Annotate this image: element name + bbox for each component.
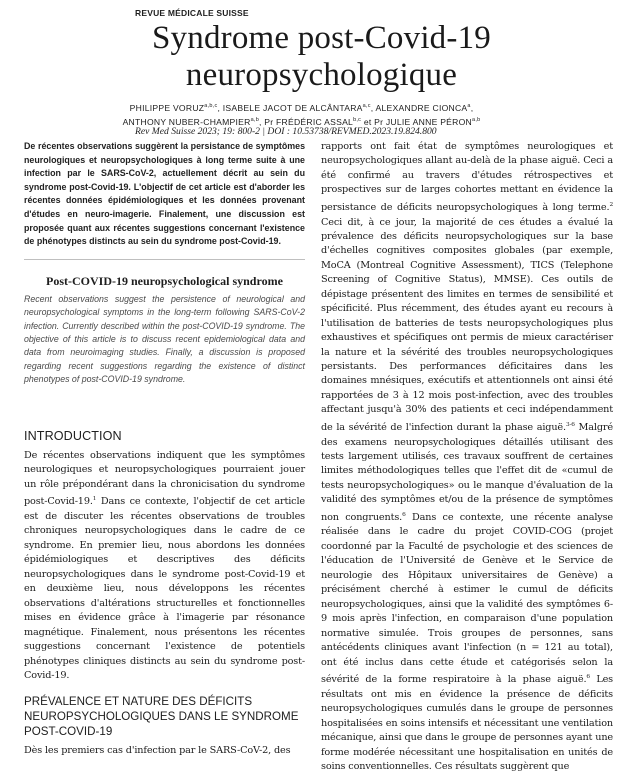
author-name: , ALEXANDRE CIONCA	[370, 102, 468, 113]
affiliation-mark: a,b	[472, 117, 481, 124]
abstract-english: Recent observations suggest the persistence of neurological and neuropsychological symptoms in the long-term following SARS-CoV-2 infection. Currently described within the post-COVID-19 syndrome. The objective of this article is to discuss recent epidemiological data and data from neuroimaging studies. Finally, a discussion is proposed regarding recent suggestions regarding the existence of distinct phenotypes of post-COVID-19 syndrome.	[24, 293, 305, 385]
reference-mark: 3-6	[565, 421, 575, 428]
reference-mark: 1	[92, 496, 97, 503]
abstract-french: De récentes observations suggèrent la persistance de symptômes neurologiques et neuropsychologiques à long terme suite à une infection par le SARS-CoV-2, actuellement décrit au sein du syndrome post-Covid-19. L'objectif de cet article est d'aborder les récentes données épidémiologiques et les données provenant d'études en neuro-imagerie. Finalement, une discussion est proposée quant aux récentes suggestions concernant l'existence de phénotypes distincts au sein du syndrome post-Covid-19.	[24, 141, 305, 247]
author-list	[110, 100, 493, 129]
english-title: Post-COVID-19 neuropsychological syndrome	[46, 273, 283, 288]
author-name: PHILIPPE VORUZ	[129, 102, 205, 113]
affiliation-mark: b,c	[353, 117, 362, 124]
body-text: Ceci dit, à ce jour, la majorité de ces études a évalué la prévalence des déficits neuropsychologiques sur la base d'échelles cognitives composites globales (par exemple, MoCA (Montreal Cognitive Assessment), TICS (Telephone Screening of Cognitive Status), MMSE). Ces outils de dépistage présentent des limites en termes de sensibilité et spécificité. Plus récemment, des études ayant eu recours à l'utilisation de batteries de tests neuropsychologiques plus exhaustives et spécifiques ont permis de mieux caractériser la nature et la sévérité des troubles neuropsychologiques persistants. Des performances déficitaires dans les domaines mnésiques, exécutifs et attentionnels ont ainsi été rapportées de 3 à 12 mois post-infection, avec des troubles affectant jusqu'à 30% des patients et ceci indépendamment de la sévérité de l'infection durant la phase aiguë.	[321, 216, 613, 434]
section-heading-introduction: INTRODUCTION	[24, 428, 122, 443]
body-text: Dans ce contexte, une récente analyse réalisée dans le cadre du projet COVID-COG (projet coordonné par la Faculté de psychologie et des sciences de l'éducation de l'Université de Genève et le Service de neurologie des Hôpitaux universitaires de Genève) a précisément cherché à estimer le cumul de déficits neuropsychologiques, ainsi que la validité des symptômes 6-9 mois après l'infection, en comparaison d'une population normative simulée. Trois groupes de personnes, sans antécédents cliniques avant l'infection (n = 121 au total), ont été inclus dans cette étude et catégorisés selon la sévérité de la forme respiratoire à la phase aiguë.	[321, 512, 613, 686]
author-separator: ,	[470, 102, 474, 113]
body-text: Malgré des examens neuropsychologiques détaillés utilisant des tests largement utilisés, ces travaux souffrent de certaines limites méthodologiques telles que l'effet dit de «cumul de tests neuropsychologiques» ou le manque d'évaluation de la validité des symptômes et/ou de la présence de symptômes non congruents.	[321, 422, 614, 524]
affiliation-mark: a,c	[362, 103, 371, 109]
body-text: De récentes observations indiquent que les symptômes neurologiques et neuropsychologiques pourraient jouer un rôle prépondérant dans la chronicisation du syndrome post-Covid-19.	[24, 449, 305, 508]
article-title	[0, 20, 643, 94]
right-column	[321, 140, 613, 774]
reference-mark: 6	[586, 674, 590, 681]
authors-line-1	[110, 100, 493, 114]
author-name: , Pr FRÉDÉRIC ASSAL	[259, 117, 354, 128]
affiliation-mark: a	[467, 103, 471, 109]
abstract-divider	[24, 259, 305, 260]
prevalence-paragraph-continued	[321, 140, 613, 774]
reference-mark: 2	[609, 201, 613, 208]
reference-mark: 6	[402, 511, 406, 518]
journal-name: REVUE MÉDICALE SUISSE	[135, 8, 249, 18]
prevalence-paragraph-start: Dès les premiers cas d'infection par le SARS-CoV-2, des	[24, 744, 291, 756]
body-text: Les résultats ont mis en évidence la présence de déficits neuropsychologiques cumulés dans le groupe de personnes hospitalisées en soins intensifs et nécessitant une ventilation mécanique, ainsi que dans le groupe de personnes ayant une forme modérée nécessitant une hospitalisation en unités de soins conventionnelles. Ces résultats suggèrent que	[321, 674, 614, 772]
author-name: , ISABELE JACOT DE ALCÂNTARA	[217, 102, 363, 113]
author-name: et Pr JULIE ANNE PÉRON	[361, 117, 473, 128]
affiliation-mark: a,b,c	[204, 103, 218, 109]
introduction-paragraph	[24, 449, 305, 684]
section-heading-prevalence: PRÉVALENCE ET NATURE DES DÉFICITS NEUROPSYCHOLOGIQUES DANS LE SYNDROME POST-COVID-19	[24, 694, 299, 738]
affiliation-mark: a,b	[250, 117, 260, 124]
left-column	[24, 140, 305, 758]
citation-line: Rev Med Suisse 2023; 19: 800-2 | DOI : 10.53738/REVMED.2023.19.824.800	[135, 126, 437, 137]
author-name: ANTHONY NUBER-CHAMPIER	[122, 117, 251, 128]
title-line-2: neuropsychologique	[185, 57, 458, 93]
title-line-1: Syndrome post-Covid-19	[152, 20, 491, 56]
body-text: Dans ce contexte, l'objectif de cet article est de discuter les récentes observations de troubles chroniques neuropsychologiques dans le cadre de ce syndrome. En premier lieu, nous abordons les données épidémiologiques et descriptives des déficits neuropsychologiques dans le syndrome post-Covid-19 et en deuxième lieu, nous développons les récentes observations d'altérations structurelles et fonctionnelles mises en évidence grâce à l'imagerie par résonance magnétique. Finalement, nous présentons les récentes suggestions concernant l'existence de potentiels phénotypes cliniques distincts au sein du syndrome post-Covid-19.	[24, 496, 305, 682]
body-text: rapports ont fait état de symptômes neurologiques et neuropsychologiques allant au-delà de la phase aiguë. Ceci a été confirmé au travers d'études rétrospectives et prospectives sur de larges cohortes mettant en évidence la persistance de déficits neuropsychologiques à long terme.	[321, 141, 613, 214]
